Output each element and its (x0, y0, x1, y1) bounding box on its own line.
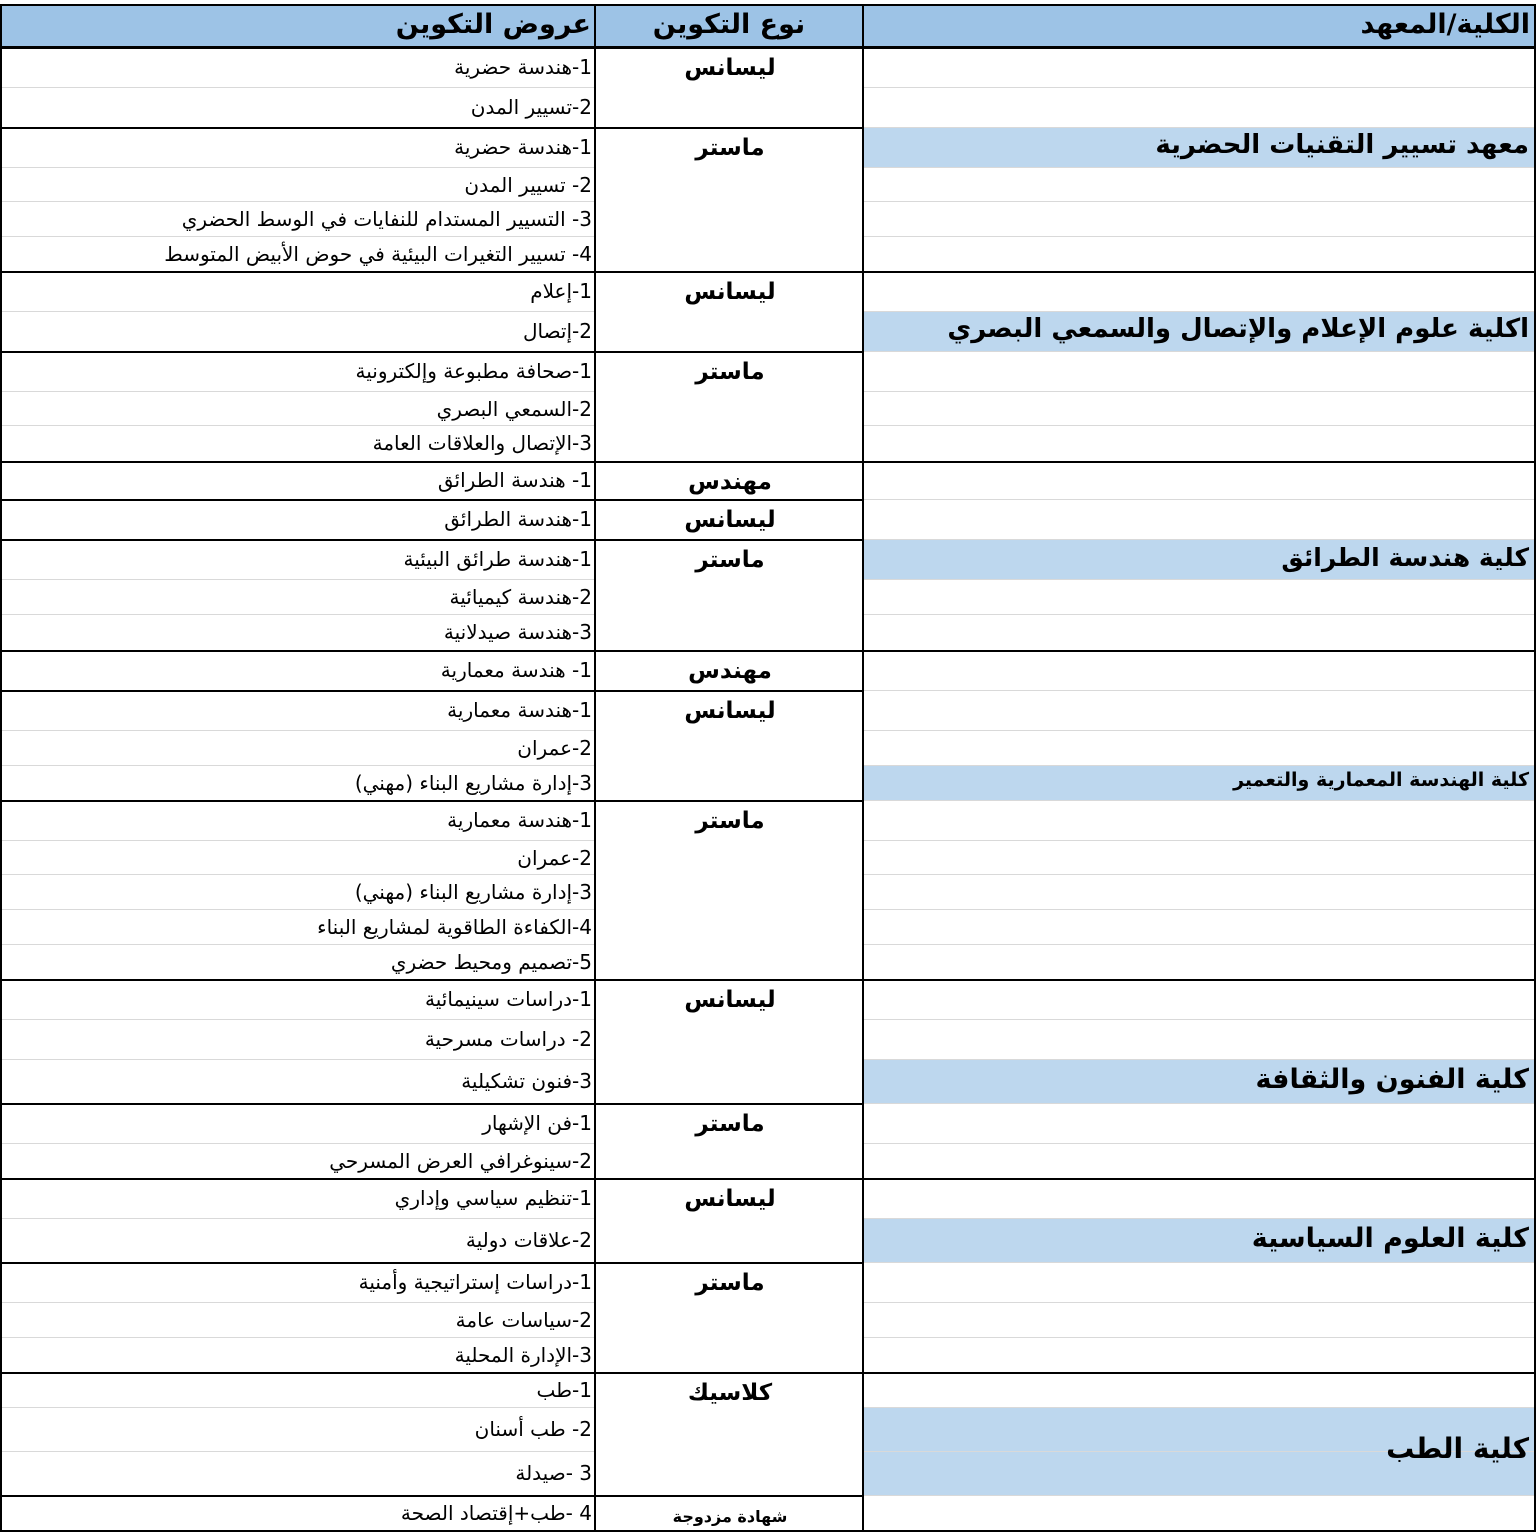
faculty-name: معهد تسيير التقنيات الحضرية (1155, 130, 1529, 160)
header-training-type: نوع التكوين (652, 9, 806, 40)
header-training-offers: عروض التكوين (395, 9, 591, 40)
faculty-name: كلية الهندسة المعمارية والتعمير (1233, 769, 1529, 791)
training-offer: 2- تسيير المدن (464, 173, 592, 197)
training-offer: 4- تسيير التغيرات البيئية في حوض الأبيض المتوسط (164, 242, 592, 266)
training-offer: 3-الإدارة المحلية (454, 1343, 592, 1367)
grid-line (864, 311, 1536, 312)
grid-line (0, 614, 596, 615)
group-separator (0, 1103, 864, 1105)
group-separator (0, 539, 864, 541)
training-offer: 3-الإتصال والعلاقات العامة (372, 431, 592, 455)
grid-line (864, 730, 1536, 731)
grid-line (0, 1019, 596, 1020)
grid-line (864, 1407, 1536, 1408)
grid-line (0, 579, 596, 580)
faculty-separator (864, 461, 1536, 463)
grid-line (0, 1059, 596, 1060)
grid-line (0, 1407, 596, 1408)
faculty-separator (864, 979, 1536, 981)
header-border (0, 46, 1536, 48)
faculty-name: كلية الفنون والثقافة (1255, 1063, 1529, 1095)
training-type-label: ماستر (695, 135, 765, 161)
training-type-label: ماستر (695, 547, 765, 573)
grid-line (0, 236, 596, 237)
grid-line (864, 1218, 1536, 1219)
bottom-border (0, 1530, 1536, 1532)
grid-line (864, 391, 1536, 392)
group-separator (0, 650, 864, 652)
grid-line (864, 1337, 1536, 1338)
grid-line (0, 1451, 596, 1452)
grid-line (0, 944, 596, 945)
training-offer: 1-دراسات إستراتيجية وأمنية (358, 1270, 592, 1294)
grid-line (0, 167, 596, 168)
group-separator (0, 461, 864, 463)
grid-line (864, 167, 1536, 168)
faculty-separator (864, 1372, 1536, 1374)
training-offer: 1- هندسة الطرائق (437, 468, 592, 492)
group-separator (0, 979, 864, 981)
column-border (862, 4, 864, 1532)
training-offer: 1-هندسة حضرية (454, 135, 592, 159)
training-offer: 3-إدارة مشاريع البناء (مهني) (354, 880, 592, 904)
grid-line (0, 391, 596, 392)
training-offer: 1-هندسة طرائق البيئية (403, 547, 592, 571)
group-separator (0, 1178, 864, 1180)
grid-line (864, 1103, 1536, 1104)
grid-line (864, 944, 1536, 945)
faculty-separator (864, 1178, 1536, 1180)
group-separator (0, 271, 864, 273)
training-offer: 1-هندسة الطرائق (444, 507, 592, 531)
training-offer: 3- التسيير المستدام للنفايات في الوسط الحضري (181, 207, 592, 231)
grid-line (864, 800, 1536, 801)
training-offer: 1-فن الإشهار (482, 1111, 592, 1135)
training-offer: 2-هندسة كيميائية (449, 585, 592, 609)
training-offer: 2- دراسات مسرحية (424, 1027, 592, 1051)
training-offer: 1-إعلام (530, 279, 592, 303)
grid-line (0, 1218, 596, 1219)
faculty-name: كلية هندسة الطرائق (1281, 542, 1529, 572)
training-offer: 3 -صيدلة (515, 1461, 592, 1485)
training-type-label: مهندس (688, 469, 772, 495)
header-college: الكلية/المعهد (1360, 9, 1530, 40)
training-offer: 1-دراسات سينيمائية (425, 987, 592, 1011)
column-border (594, 4, 596, 1532)
grid-line (864, 539, 1536, 540)
training-type-label: ليسانس (684, 698, 776, 724)
training-offer: 5-تصميم ومحيط حضري (390, 950, 592, 974)
training-type-label: ليسانس (684, 1186, 776, 1212)
training-offer: 2-عمران (517, 736, 592, 760)
group-separator (0, 1262, 864, 1264)
grid-line (864, 579, 1536, 580)
faculty-name: كلية العلوم السياسية (1251, 1222, 1529, 1254)
grid-line (864, 499, 1536, 500)
grid-line (0, 1302, 596, 1303)
training-offer: 1-صحافة مطبوعة وإلكترونية (355, 359, 592, 383)
training-offer: 2- طب أسنان (474, 1417, 592, 1441)
training-offer: 2-سينوغرافي العرض المسرحي (329, 1149, 592, 1173)
training-offer: 1-هندسة معمارية (447, 808, 592, 832)
training-offer: 1-هندسة حضرية (454, 55, 592, 79)
training-offer: 1- هندسة معمارية (440, 658, 592, 682)
training-offer: 4 -طب+إقتصاد الصحة (400, 1501, 592, 1525)
grid-line (0, 874, 596, 875)
column-border (0, 4, 2, 1532)
training-type-label: ماستر (695, 359, 765, 385)
training-offer: 1-هندسة معمارية (447, 698, 592, 722)
training-offer: 2-سياسات عامة (455, 1308, 592, 1332)
grid-line (0, 909, 596, 910)
faculty-name: اكلية علوم الإعلام والإتصال والسمعي البصري (947, 314, 1529, 344)
grid-line (864, 690, 1536, 691)
training-offer: 3-إدارة مشاريع البناء (مهني) (354, 771, 592, 795)
training-type-label: شهادة مزدوجة (672, 1507, 788, 1526)
grid-line (0, 1337, 596, 1338)
grid-line (0, 201, 596, 202)
group-separator (0, 127, 864, 129)
grid-line (0, 840, 596, 841)
grid-line (864, 909, 1536, 910)
group-separator (0, 1372, 864, 1374)
grid-line (864, 425, 1536, 426)
grid-line (864, 840, 1536, 841)
grid-line (0, 425, 596, 426)
group-separator (0, 800, 864, 802)
training-type-label: مهندس (688, 658, 772, 684)
group-separator (0, 499, 864, 501)
training-type-label: ليسانس (684, 55, 776, 81)
grid-line (864, 351, 1536, 352)
training-offer: 2-عمران (517, 846, 592, 870)
grid-line (864, 87, 1536, 88)
group-separator (0, 1495, 864, 1497)
training-type-label: ليسانس (684, 987, 776, 1013)
grid-line (0, 730, 596, 731)
faculty-separator (864, 271, 1536, 273)
grid-line (864, 614, 1536, 615)
grid-line (864, 1143, 1536, 1144)
faculty-name: كلية الطب (1386, 1432, 1529, 1465)
training-type-label: ماستر (695, 1270, 765, 1296)
grid-line (864, 874, 1536, 875)
grid-line (864, 765, 1536, 766)
grid-line (0, 1143, 596, 1144)
grid-line (0, 311, 596, 312)
training-offer: 2-تسيير المدن (470, 95, 592, 119)
group-separator (0, 351, 864, 353)
training-offer: 1-تنظيم سياسي وإداري (394, 1186, 592, 1210)
grid-line (864, 1495, 1536, 1496)
training-offer: 2-إتصال (522, 319, 592, 343)
training-offer: 3-فنون تشكيلية (461, 1069, 592, 1093)
training-offer: 4-الكفاءة الطاقوية لمشاريع البناء (317, 915, 592, 939)
training-type-label: ماستر (695, 808, 765, 834)
training-type-label: ماستر (695, 1111, 765, 1137)
grid-line (0, 87, 596, 88)
group-separator (0, 690, 864, 692)
training-offer: 2-السمعي البصري (436, 397, 592, 421)
training-offer: 1-طب (536, 1378, 592, 1402)
training-type-label: ليسانس (684, 279, 776, 305)
grid-line (864, 201, 1536, 202)
grid-line (864, 1262, 1536, 1263)
training-type-label: كلاسيك (687, 1380, 773, 1406)
grid-line (864, 1302, 1536, 1303)
grid-line (864, 127, 1536, 128)
training-offer: 2-علاقات دولية (465, 1228, 592, 1252)
training-type-label: ليسانس (684, 507, 776, 533)
training-offer: 3-هندسة صيدلانية (443, 620, 592, 644)
grid-line (864, 236, 1536, 237)
grid-line (864, 1059, 1536, 1060)
grid-line (0, 765, 596, 766)
top-border (0, 4, 1536, 6)
faculty-separator (864, 650, 1536, 652)
grid-line (864, 1019, 1536, 1020)
